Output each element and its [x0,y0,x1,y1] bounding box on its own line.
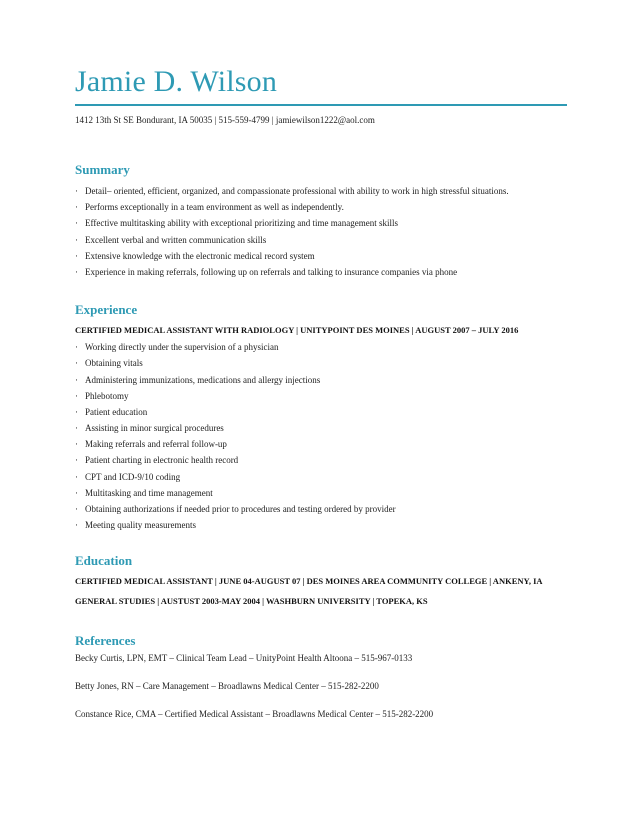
summary-list [75,185,567,282]
summary-item [75,217,567,233]
experience-item [75,471,567,487]
contact-info: 1412 13th St SE Bondurant, IA 50035 | 515-559-4799 | jamiewilson1222@aol.com [75,115,375,125]
experience-item-text: Assisting in minor surgical procedures [85,423,224,434]
bullet-icon: · [75,250,78,261]
bullet-icon: · [75,266,78,277]
summary-item [75,201,567,217]
summary-item-text: Experience in making referrals, following up on referrals and talking to insurance companies via phone [85,266,458,277]
summary-heading: Summary [75,162,130,177]
experience-item-text: Multitasking and time management [85,487,213,498]
experience-item-text: Patient education [85,406,148,417]
experience-section [75,302,567,535]
experience-item [75,503,567,519]
job-title: CERTIFIED MEDICAL ASSISTANT WITH RADIOLOGY | UNITYPOINT DES MOINES | AUGUST 2007 – JULY 2016 [75,325,519,336]
summary-item [75,234,567,250]
reference-entry: Betty Jones, RN – Care Management – Broadlawns Medical Center – 515-282-2200 [75,681,379,692]
summary-item-text: Excellent verbal and written communication skills [85,234,267,245]
summary-item-text: Extensive knowledge with the electronic medical record system [85,250,315,261]
experience-item-text: Working directly under the supervision of a physician [85,342,279,353]
experience-item [75,390,567,406]
experience-item [75,374,567,390]
references-heading: References [75,633,136,649]
bullet-icon: · [75,471,78,482]
bullet-icon: · [75,487,78,498]
reference-entry: Constance Rice, CMA – Certified Medical Assistant – Broadlawns Medical Center – 515-282-2200 [75,709,434,720]
candidate-name: Jamie D. Wilson [75,65,278,98]
experience-item-text: Obtaining authorizations if needed prior to procedures and testing ordered by provider [85,504,396,514]
education-entry: CERTIFIED MEDICAL ASSISTANT | JUNE 04-AUGUST 07 | DES MOINES AREA COMMUNITY COLLEGE | ANKENY, IA [75,576,543,587]
bullet-icon: · [75,202,78,213]
summary-item [75,250,567,266]
education-entry: GENERAL STUDIES | AUSTUST 2003-MAY 2004 | WASHBURN UNIVERSITY | TOPEKA, KS [75,596,428,607]
summary-item-text: Performs exceptionally in a team environment as well as independently. [85,202,344,213]
bullet-icon: · [75,390,78,401]
experience-heading: Experience [75,302,138,318]
experience-item-text: CPT and ICD-9/10 coding [85,471,181,482]
experience-item [75,357,567,373]
bullet-icon: · [75,186,78,196]
experience-list [75,341,567,535]
education-heading: Education [75,553,133,569]
bullet-icon: · [75,234,78,245]
summary-item [75,185,567,201]
education-section [75,553,567,607]
bullet-icon: · [75,358,78,369]
experience-item-text: Administering immunizations, medications and allergy injections [85,374,321,385]
experience-item-text: Obtaining vitals [85,358,143,369]
experience-item-text: Phlebotomy [85,390,129,401]
bullet-icon: · [75,374,78,385]
bullet-icon: · [75,218,78,229]
bullet-icon: · [75,439,78,450]
bullet-icon: · [75,342,78,353]
references-section [75,633,567,720]
experience-item [75,454,567,470]
summary-item-text: Detail– oriented, efficient, organized, and compassionate professional with ability to work in high stressful situations. [85,186,509,196]
bullet-icon: · [75,504,78,514]
experience-item [75,341,567,357]
bullet-icon: · [75,423,78,434]
bullet-icon: · [75,455,78,466]
experience-item-text: Meeting quality measurements [85,520,196,531]
experience-item-text: Making referrals and referral follow-up [85,439,227,450]
experience-item [75,406,567,422]
bullet-icon: · [75,406,78,417]
resume-page [75,62,567,720]
summary-section [75,162,567,282]
header-divider [75,104,567,106]
experience-item [75,422,567,438]
experience-item-text: Patient charting in electronic health record [85,455,239,466]
bullet-icon: · [75,520,78,531]
summary-item [75,266,567,282]
summary-item-text: Effective multitasking ability with exceptional prioritizing and time management skills [85,218,399,229]
reference-entry: Becky Curtis, LPN, EMT – Clinical Team Lead – UnityPoint Health Altoona – 515-967-0133 [75,653,413,664]
experience-item [75,438,567,454]
experience-item [75,487,567,503]
experience-item [75,519,567,535]
